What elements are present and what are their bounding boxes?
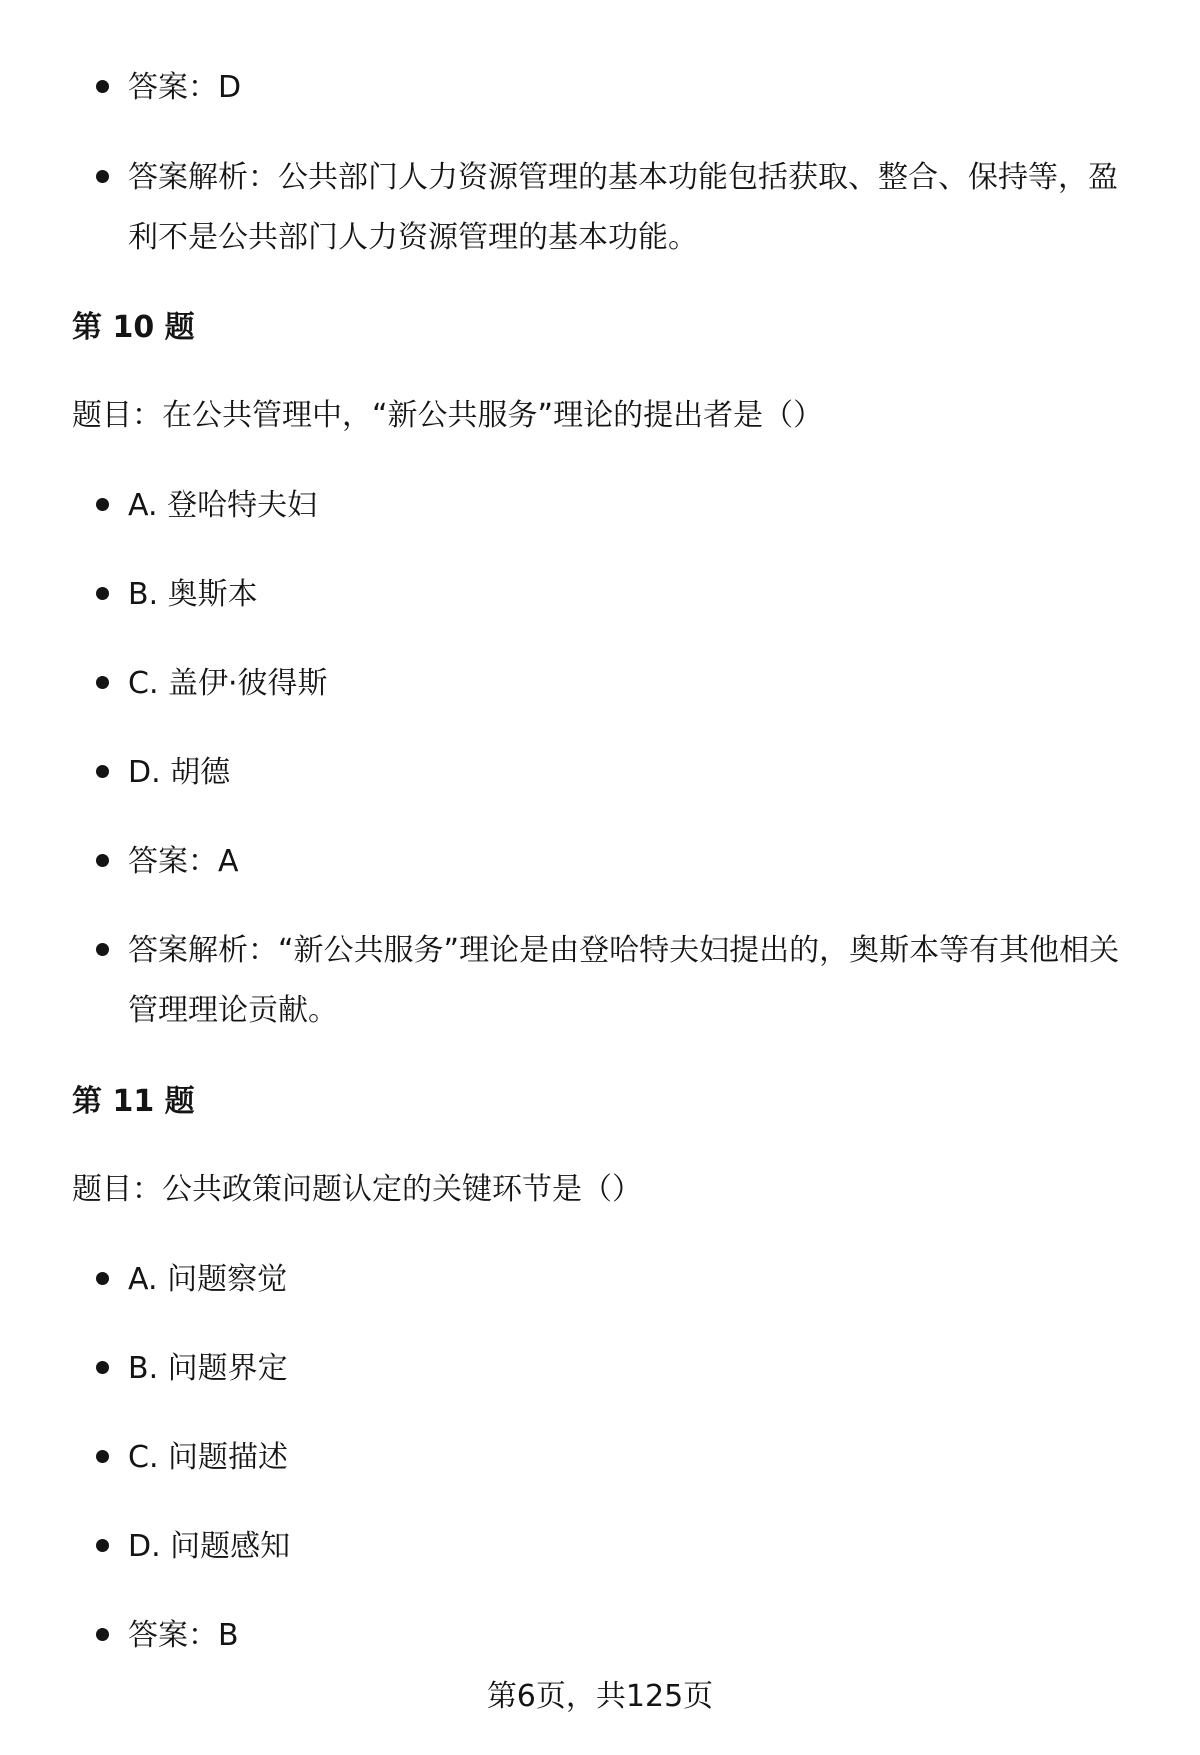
- answer-text: 答案：D: [128, 70, 242, 105]
- bullet-icon: [96, 676, 109, 689]
- answer-text: 答案：A: [128, 844, 239, 879]
- option-text: A. 问题察觉: [128, 1262, 288, 1297]
- bullet-icon: [96, 170, 109, 183]
- bullet-icon: [96, 943, 109, 956]
- explanation-text: 答案解析：公共部门人力资源管理的基本功能包括获取、整合、保持等，盈利不是公共部门人力资源管理的基本功能。: [128, 160, 1118, 255]
- bullet-icon: [96, 765, 109, 778]
- bullet-icon: [96, 587, 109, 600]
- bullet-icon: [96, 1450, 109, 1463]
- question-text: 题目：在公共管理中，“新公共服务”理论的提出者是（）: [72, 398, 824, 433]
- option-text: D. 问题感知: [128, 1529, 291, 1564]
- bullet-icon: [96, 80, 109, 93]
- option-text: C. 盖伊·彼得斯: [128, 666, 328, 701]
- bullet-icon: [96, 854, 109, 867]
- bullet-icon: [96, 1272, 109, 1285]
- option-text: B. 问题界定: [128, 1351, 288, 1386]
- option-text: A. 登哈特夫妇: [128, 488, 318, 523]
- option-text: D. 胡德: [128, 755, 231, 790]
- explanation-item: [96, 148, 1146, 268]
- option-text: C. 问题描述: [128, 1440, 289, 1475]
- question-text: 题目：公共政策问题认定的关键环节是（）: [72, 1172, 642, 1207]
- bullet-icon: [96, 1539, 109, 1552]
- explanation-item: [96, 921, 1146, 1041]
- option-text: B. 奥斯本: [128, 577, 258, 612]
- question-heading: 第 10 题: [72, 310, 195, 345]
- page-indicator: 第6页，共125页: [486, 1679, 714, 1714]
- explanation-text: 答案解析：“新公共服务”理论是由登哈特夫妇提出的，奥斯本等有其他相关管理理论贡献。: [128, 933, 1120, 1028]
- bullet-icon: [96, 1361, 109, 1374]
- bullet-icon: [96, 498, 109, 511]
- answer-text: 答案：B: [128, 1618, 239, 1653]
- question-heading: 第 11 题: [72, 1084, 195, 1119]
- bullet-icon: [96, 1628, 109, 1641]
